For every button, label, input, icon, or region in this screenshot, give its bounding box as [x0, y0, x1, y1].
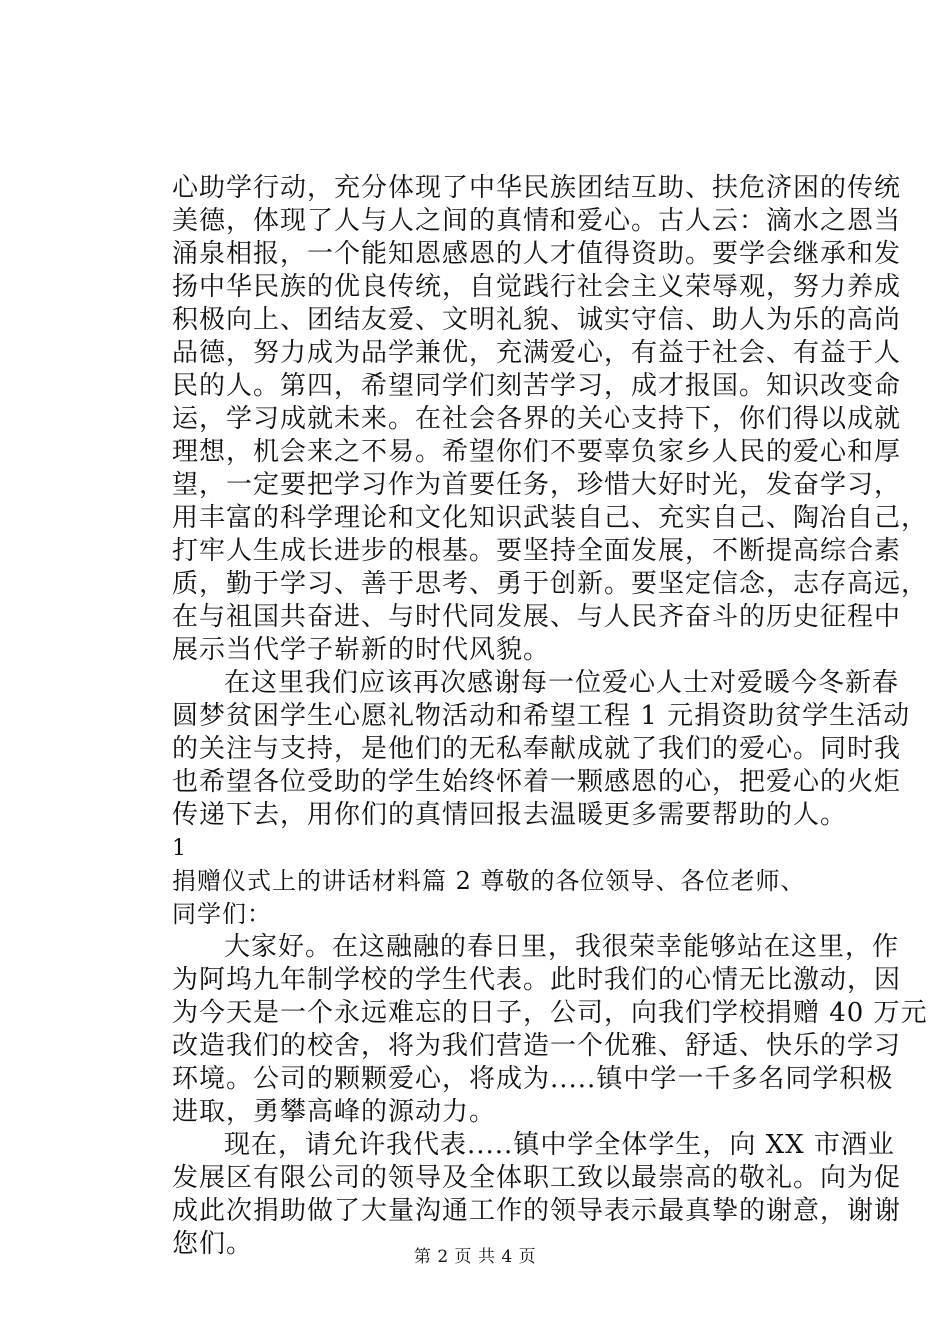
- text-line: 在与祖国共奋进、与时代同发展、与人民齐奋斗的历史征程中: [172, 602, 902, 632]
- text-line: 质，勤于学习、善于思考、勇于创新。要坚定信念，志存高远，: [172, 569, 929, 599]
- page-footer: 第 2 页 共 4 页: [413, 1247, 537, 1267]
- text-line: 展示当代学子崭新的时代风貌。: [172, 635, 551, 665]
- text-line: 扬中华民族的优良传统，自觉践行社会主义荣辱观，努力养成: [172, 272, 902, 302]
- text-line: 积极向上、团结友爱、文明礼貌、诚实守信、助人为乐的高尚: [172, 305, 902, 335]
- text-line: 美德，体现了人与人之间的真情和爱心。古人云：滴水之恩当: [172, 206, 902, 236]
- text-line: 心助学行动，充分体现了中华民族团结互助、扶危济困的传统: [172, 173, 902, 203]
- text-line: 的关注与支持，是他们的无私奉献成就了我们的爱心。同时我: [172, 734, 902, 764]
- body-text: [172, 172, 929, 1261]
- text-line: 打牢人生成长进步的根基。要坚持全面发展，不断提高综合素: [172, 536, 902, 566]
- text-line: 发展区有限公司的领导及全体职工致以最崇高的敬礼。向为促: [172, 1163, 902, 1193]
- text-line: 望，一定要把学习作为首要任务，珍惜大好时光，发奋学习，: [172, 470, 902, 500]
- text-line: 进取，勇攀高峰的源动力。: [172, 1097, 497, 1127]
- text-line: 圆梦贫困学生心愿礼物活动和希望工程 1 元捐资助贫学生活动: [172, 701, 911, 731]
- text-line: 涌泉相报，一个能知恩感恩的人才值得资助。要学会继承和发: [172, 239, 902, 269]
- section-heading: 捐赠仪式上的讲话材料篇 2 尊敬的各位领导、各位老师、: [172, 867, 806, 895]
- text-line: 用丰富的科学理论和文化知识武装自己、充实自己、陶冶自己，: [172, 503, 929, 533]
- text-line: 为阿坞九年制学校的学生代表。此时我们的心情无比激动，因: [172, 965, 902, 995]
- text-line: 民的人。第四，希望同学们刻苦学习，成才报国。知识改变命: [172, 371, 902, 401]
- text-line: 大家好。在这融融的春日里，我很荣幸能够站在这里，作: [224, 932, 900, 962]
- text-line: 理想，机会来之不易。希望你们不要辜负家乡人民的爱心和厚: [172, 437, 902, 467]
- text-line: 在这里我们应该再次感谢每一位爱心人士对爱暖今冬新春: [224, 668, 900, 698]
- text-line: 您们。: [172, 1229, 254, 1259]
- text-line: 现在，请允许我代表.....镇中学全体学生，向 XX 市酒业: [224, 1130, 895, 1160]
- salutation: 同学们：: [172, 900, 272, 928]
- inline-page-number: 1: [172, 836, 187, 861]
- text-line: 品德，努力成为品学兼优，充满爱心，有益于社会、有益于人: [172, 338, 902, 368]
- text-line: 成此次捐助做了大量沟通工作的领导表示最真挚的谢意，谢谢: [172, 1196, 902, 1226]
- text-line: 也希望各位受助的学生始终怀着一颗感恩的心，把爱心的火炬: [172, 767, 902, 797]
- text-line: 为今天是一个永远难忘的日子，公司，向我们学校捐赠 40 万元: [172, 998, 928, 1028]
- text-line: 传递下去，用你们的真情回报去温暖更多需要帮助的人。: [172, 800, 848, 830]
- text-line: 运，学习成就未来。在社会各界的关心支持下，你们得以成就: [172, 404, 902, 434]
- text-line: 改造我们的校舍，将为我们营造一个优雅、舒适、快乐的学习: [172, 1031, 902, 1061]
- text-line: 环境。公司的颗颗爱心，将成为.....镇中学一千多名同学积极: [172, 1064, 894, 1094]
